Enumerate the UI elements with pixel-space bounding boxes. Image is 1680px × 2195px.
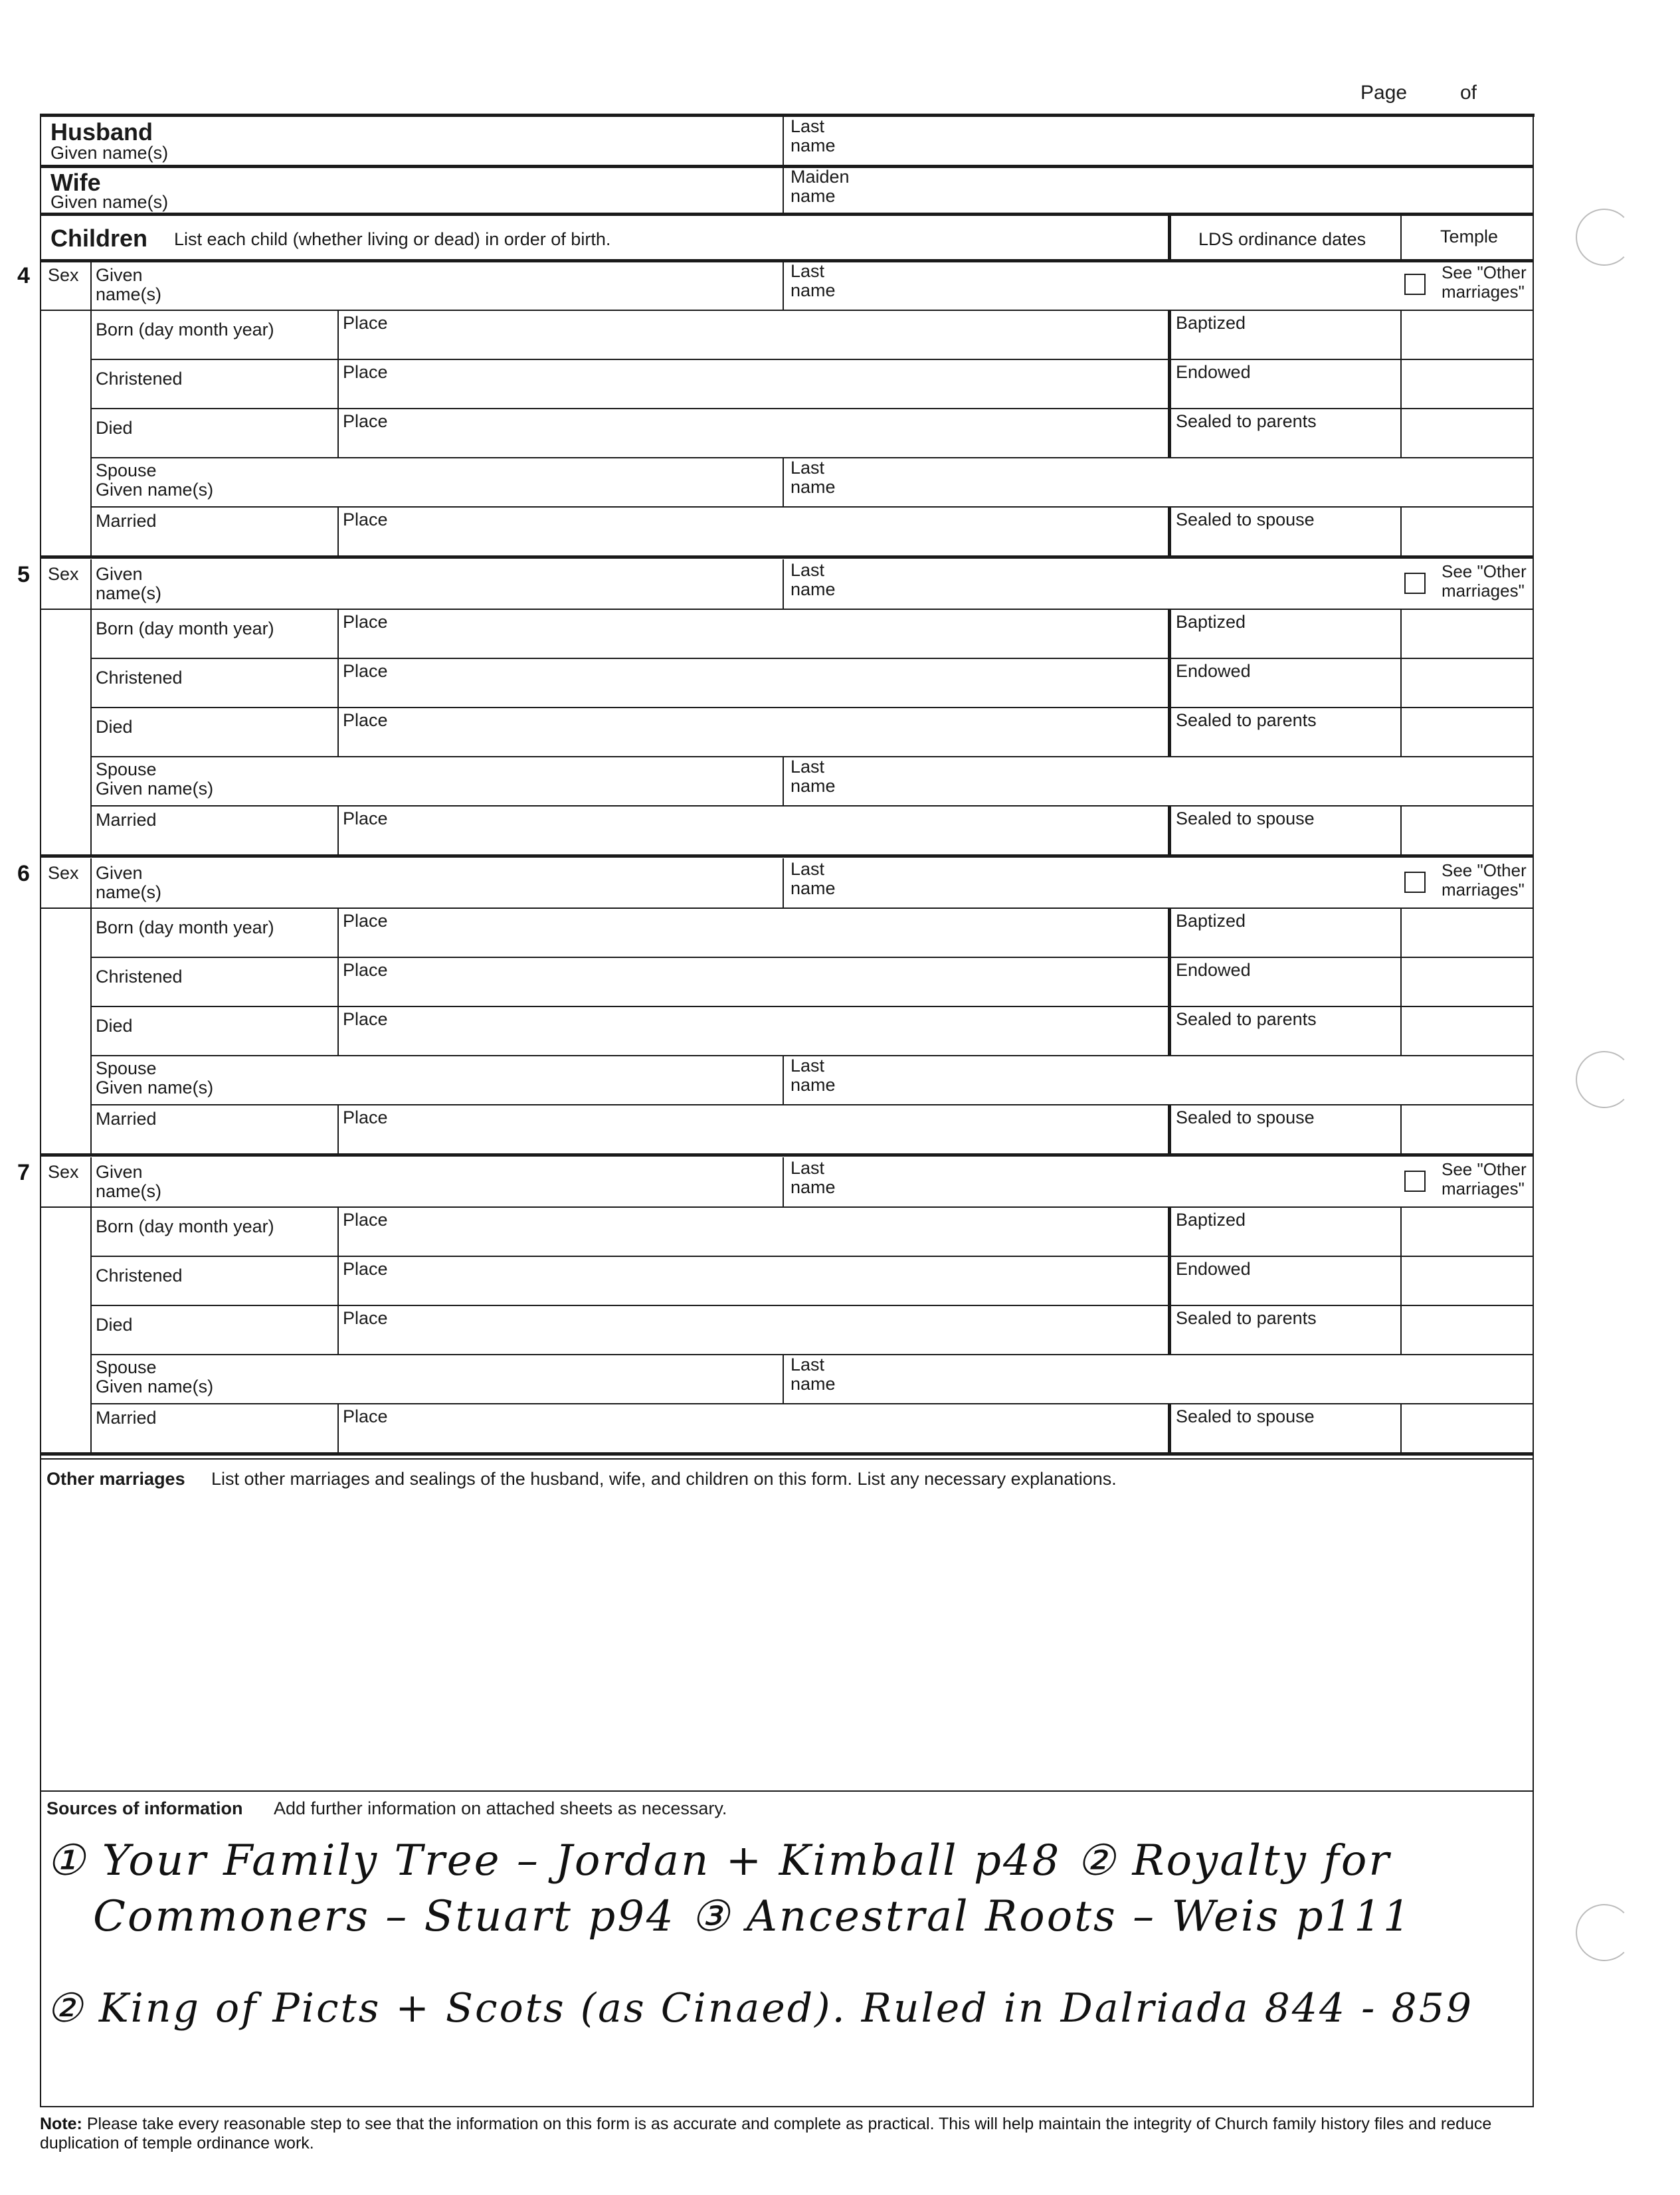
- handwritten-line: ① Your Family Tree – Jordan + Kimball p48 ② Royalty for: [47, 1836, 1391, 1885]
- rule: [1400, 907, 1402, 957]
- child-block: [0, 260, 1680, 557]
- spouse-given-label: Spouse Given name(s): [96, 1357, 214, 1396]
- rule: [1400, 1256, 1402, 1305]
- rule: [90, 707, 1534, 708]
- sex-label: Sex: [48, 265, 79, 285]
- rule: [783, 457, 784, 506]
- rule: [337, 1006, 339, 1055]
- rule: [90, 1104, 1534, 1105]
- rule: [40, 555, 1534, 559]
- form-bottom-border: [40, 2106, 1534, 2107]
- rule: [337, 805, 339, 854]
- christened-label: Christened: [96, 967, 183, 987]
- punch-hole: [1576, 209, 1633, 266]
- sources-instruction: Add further information on attached sheets as necessary.: [274, 1798, 727, 1818]
- rule: [1400, 1403, 1402, 1452]
- rule: [337, 1403, 339, 1452]
- rule: [337, 408, 339, 457]
- place-label: Place: [343, 710, 388, 730]
- see-other-marriages-label: See "Other marriages": [1442, 1159, 1527, 1198]
- sealed-to-spouse-label: Sealed to spouse: [1176, 809, 1315, 828]
- rule: [90, 359, 1534, 360]
- lds-ordinance-label: LDS ordinance dates: [1198, 229, 1366, 249]
- christened-label: Christened: [96, 668, 183, 688]
- other-marriages-checkbox[interactable]: [1404, 274, 1426, 295]
- last-name-label: Last name: [791, 261, 836, 300]
- born-label: Born (day month year): [96, 917, 274, 937]
- rule: [1168, 907, 1171, 957]
- rule: [1168, 1256, 1171, 1305]
- rule: [1168, 1206, 1171, 1256]
- born-label: Born (day month year): [96, 320, 274, 339]
- rule: [337, 1305, 339, 1354]
- sex-label: Sex: [48, 564, 79, 584]
- rule: [40, 1790, 1534, 1792]
- other-marriages-checkbox[interactable]: [1404, 573, 1426, 594]
- children-instruction: List each child (whether living or dead) in order of birth.: [174, 229, 611, 249]
- spouse-given-label: Spouse Given name(s): [96, 1058, 214, 1098]
- rule: [90, 506, 1534, 508]
- wife-title: Wife: [50, 169, 101, 196]
- see-other-marriages-label: See "Other marriages": [1442, 860, 1527, 900]
- child-block: [0, 559, 1680, 856]
- rule: [337, 1256, 339, 1305]
- rule: [1168, 1403, 1171, 1452]
- died-label: Died: [96, 717, 133, 737]
- last-name-label: Last name: [791, 1158, 836, 1197]
- rule: [1400, 310, 1402, 359]
- punch-hole: [1576, 1904, 1633, 1961]
- baptized-label: Baptized: [1176, 612, 1246, 632]
- see-other-marriages-label: See "Other marriages": [1442, 262, 1527, 302]
- rule: [90, 408, 1534, 409]
- rule: [90, 907, 92, 1153]
- endowed-label: Endowed: [1176, 1259, 1251, 1279]
- place-label: Place: [343, 313, 388, 333]
- rule: [337, 1104, 339, 1153]
- rule: [1168, 707, 1171, 756]
- last-name-label: Last name: [791, 859, 836, 898]
- children-header: [40, 215, 1534, 260]
- rule: [1400, 408, 1402, 457]
- rule: [337, 907, 339, 957]
- place-label: Place: [343, 1259, 388, 1279]
- husband-title: Husband: [50, 118, 153, 145]
- rule: [1400, 957, 1402, 1006]
- rule: [1168, 658, 1171, 707]
- sources-title: Sources of information: [47, 1798, 243, 1818]
- see-other-marriages-label: See "Other marriages": [1442, 561, 1527, 601]
- endowed-label: Endowed: [1176, 960, 1251, 980]
- rule: [783, 1055, 784, 1104]
- other-marriages-instruction: List other marriages and sealings of the husband, wife, and children on this form. List any necessary explanations.: [211, 1469, 1117, 1489]
- rule: [90, 310, 92, 555]
- rule: [1400, 1006, 1402, 1055]
- rule: [1168, 805, 1171, 854]
- place-label: Place: [343, 510, 388, 529]
- rule: [1168, 408, 1171, 457]
- rule: [90, 1256, 1534, 1257]
- rule: [337, 707, 339, 756]
- rule: [783, 559, 784, 609]
- spouse-given-label: Spouse Given name(s): [96, 460, 214, 500]
- rule: [337, 957, 339, 1006]
- rule: [337, 1206, 339, 1256]
- other-marriages-checkbox[interactable]: [1404, 872, 1426, 893]
- rule: [337, 658, 339, 707]
- rule: [90, 805, 1534, 807]
- rule: [1400, 1305, 1402, 1354]
- wife-maiden-label: Maiden name: [791, 167, 850, 206]
- rule: [1400, 1104, 1402, 1153]
- rule: [783, 858, 784, 907]
- sealed-to-spouse-label: Sealed to spouse: [1176, 1107, 1315, 1127]
- husband-last-label: Last name: [791, 116, 836, 155]
- place-label: Place: [343, 411, 388, 431]
- sealed-to-parents-label: Sealed to parents: [1176, 710, 1317, 730]
- spouse-last-label: Last name: [791, 1355, 836, 1394]
- rule: [40, 854, 1534, 858]
- died-label: Died: [96, 1016, 133, 1036]
- place-label: Place: [343, 612, 388, 632]
- married-label: Married: [96, 810, 157, 830]
- spouse-given-label: Spouse Given name(s): [96, 759, 214, 799]
- rule: [1168, 1006, 1171, 1055]
- rule: [337, 310, 339, 359]
- rule: [40, 310, 1534, 311]
- spouse-last-label: Last name: [791, 1056, 836, 1095]
- husband-given-label: Given name(s): [50, 143, 169, 163]
- sex-label: Sex: [48, 1162, 79, 1182]
- baptized-label: Baptized: [1176, 313, 1246, 333]
- rule: [337, 506, 339, 555]
- temple-label: Temple: [1440, 227, 1499, 246]
- place-label: Place: [343, 362, 388, 382]
- rule: [1168, 1305, 1171, 1354]
- place-label: Place: [343, 1210, 388, 1230]
- place-label: Place: [343, 1107, 388, 1127]
- spouse-last-label: Last name: [791, 757, 836, 796]
- last-name-label: Last name: [791, 560, 836, 599]
- place-label: Place: [343, 960, 388, 980]
- given-name-label: Given name(s): [96, 863, 162, 902]
- rule: [1168, 957, 1171, 1006]
- of-label: of: [1460, 82, 1477, 104]
- spouse-last-label: Last name: [791, 458, 836, 497]
- sealed-to-parents-label: Sealed to parents: [1176, 411, 1317, 431]
- sex-label: Sex: [48, 863, 79, 883]
- sealed-to-spouse-label: Sealed to spouse: [1176, 1406, 1315, 1426]
- christened-label: Christened: [96, 1266, 183, 1286]
- rule: [90, 1206, 92, 1452]
- rule: [40, 907, 1534, 909]
- given-name-label: Given name(s): [96, 265, 162, 304]
- rule: [90, 609, 92, 854]
- child-number: 7: [17, 1160, 30, 1185]
- rule: [1168, 310, 1171, 359]
- handwritten-line: ② King of Picts + Scots (as Cinaed). Ruled in Dalriada 844 - 859: [47, 1985, 1474, 2032]
- husband-section: [40, 114, 1534, 165]
- other-marriages-title: Other marriages: [47, 1469, 185, 1489]
- given-name-label: Given name(s): [96, 564, 162, 603]
- rule: [40, 1452, 1534, 1456]
- child-block: [0, 1157, 1680, 1454]
- rule: [1400, 707, 1402, 756]
- rule: [1400, 658, 1402, 707]
- rule: [1168, 1104, 1171, 1153]
- rule: [1400, 1206, 1402, 1256]
- place-label: Place: [343, 911, 388, 931]
- rule: [1168, 214, 1171, 260]
- place-label: Place: [343, 809, 388, 828]
- rule: [90, 559, 92, 609]
- place-label: Place: [343, 661, 388, 681]
- child-block: [0, 858, 1680, 1155]
- rule: [1168, 506, 1171, 555]
- christened-label: Christened: [96, 369, 183, 389]
- rule: [1400, 609, 1402, 658]
- child-number: 5: [17, 562, 30, 587]
- rule: [1400, 506, 1402, 555]
- rule: [783, 1157, 784, 1206]
- page-label: Page: [1360, 82, 1408, 104]
- rule: [783, 756, 784, 805]
- rule: [40, 609, 1534, 610]
- rule: [40, 1153, 1534, 1157]
- rule: [1168, 359, 1171, 408]
- married-label: Married: [96, 1109, 157, 1129]
- rule: [90, 1403, 1534, 1404]
- rule: [1400, 805, 1402, 854]
- rule: [90, 1157, 92, 1206]
- rule: [40, 1206, 1534, 1208]
- rule: [90, 957, 1534, 958]
- place-label: Place: [343, 1308, 388, 1328]
- child-number: 6: [17, 861, 30, 886]
- note-title: Note:: [40, 2115, 82, 2133]
- born-label: Born (day month year): [96, 619, 274, 638]
- children-title: Children: [50, 225, 148, 252]
- endowed-label: Endowed: [1176, 661, 1251, 681]
- rule: [90, 1006, 1534, 1007]
- handwritten-line: Commoners – Stuart p94 ③ Ancestral Roots – Weis p111: [93, 1892, 1412, 1941]
- died-label: Died: [96, 418, 133, 438]
- rule: [337, 359, 339, 408]
- married-label: Married: [96, 511, 157, 531]
- rule: [337, 609, 339, 658]
- baptized-label: Baptized: [1176, 1210, 1246, 1230]
- rule: [90, 1305, 1534, 1306]
- rule: [1400, 214, 1402, 260]
- rule: [1168, 609, 1171, 658]
- note-text: Please take every reasonable step to see that the information on this form is as accurate and complete as practical. This will help maintain the integrity of Church family history files and reduce duplication of temple ordinance work.: [40, 2115, 1492, 2152]
- wife-given-label: Given name(s): [50, 192, 169, 212]
- footer-note: [40, 2115, 1528, 2153]
- died-label: Died: [96, 1315, 133, 1335]
- sealed-to-spouse-label: Sealed to spouse: [1176, 510, 1315, 529]
- sealed-to-parents-label: Sealed to parents: [1176, 1009, 1317, 1029]
- rule: [90, 658, 1534, 659]
- given-name-label: Given name(s): [96, 1162, 162, 1201]
- place-label: Place: [343, 1009, 388, 1029]
- rule: [1400, 359, 1402, 408]
- other-marriages-checkbox[interactable]: [1404, 1171, 1426, 1192]
- child-number: 4: [17, 263, 30, 288]
- endowed-label: Endowed: [1176, 362, 1251, 382]
- born-label: Born (day month year): [96, 1216, 274, 1236]
- rule: [90, 858, 92, 907]
- wife-section: [40, 166, 1534, 214]
- married-label: Married: [96, 1408, 157, 1428]
- baptized-label: Baptized: [1176, 911, 1246, 931]
- rule: [40, 1458, 1534, 1460]
- sealed-to-parents-label: Sealed to parents: [1176, 1308, 1317, 1328]
- sources-section: [40, 1792, 1534, 2105]
- rule: [90, 260, 92, 310]
- rule: [783, 260, 784, 310]
- other-marriages-section: [40, 1460, 1534, 1790]
- place-label: Place: [343, 1406, 388, 1426]
- rule: [783, 1354, 784, 1403]
